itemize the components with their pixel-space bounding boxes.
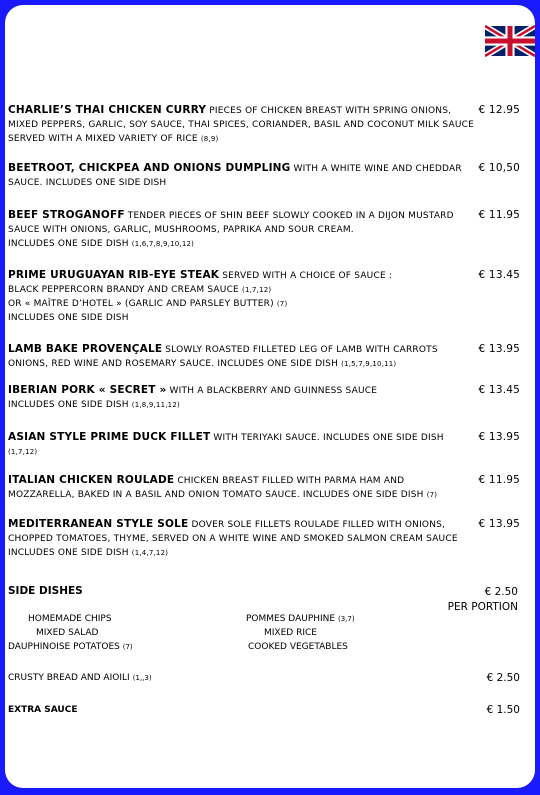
dish-description: CHICKEN BREAST FILLED WITH PARMA HAM AND — [177, 476, 405, 486]
dish-name: CHARLIE’S THAI CHICKEN CURRY — [8, 104, 207, 116]
extra-label: EXTRA SAUCE — [8, 705, 78, 715]
allergens: (1,6,7,8,9,10,12) — [131, 240, 195, 248]
side-item-label: MIXED RICE — [264, 628, 317, 638]
dish-price: € 13.95 — [478, 343, 520, 355]
dish-price: € 11.95 — [478, 474, 520, 486]
allergens: (7) — [122, 643, 133, 651]
side-dishes-price — [448, 585, 518, 615]
dish-price: € 13.95 — [478, 518, 520, 530]
allergens: (1,4,7,12) — [131, 549, 169, 557]
allergens: (8,9) — [200, 135, 219, 143]
dish-description: CHOPPED TOMATOES, THYME, SERVED ON A WHITE WINE AND SMOKED SALMON CREAM SAUCE — [8, 534, 458, 544]
dish-price: € 12.95 — [478, 104, 520, 116]
side-price-per: PER PORTION — [447, 601, 518, 613]
extra-price: € 1.50 — [486, 704, 520, 716]
dish-name: IBERIAN PORK « SECRET » — [8, 384, 167, 396]
allergens: (1,7,12) — [242, 286, 272, 294]
menu-item — [8, 383, 523, 412]
side-dishes-title: SIDE DISHES — [8, 585, 83, 597]
dish-name: PRIME URUGUAYAN RIB-EYE STEAK — [8, 269, 220, 281]
menu-item — [8, 473, 523, 502]
dish-price: € 13.95 — [478, 431, 520, 443]
side-item — [248, 642, 348, 652]
side-item — [28, 614, 112, 624]
dish-description: WITH A WHITE WINE AND CHEDDAR — [293, 164, 462, 174]
dish-description: INCLUDES ONE SIDE DISH — [8, 400, 129, 410]
allergens: (1,5,7,9,10,11) — [341, 360, 397, 368]
dish-name: ASIAN STYLE PRIME DUCK FILLET — [8, 431, 211, 443]
menu-item — [8, 517, 523, 560]
dish-description: WITH TERIYAKI SAUCE. INCLUDES ONE SIDE DISH — [213, 433, 444, 443]
allergens: (7) — [426, 491, 438, 499]
dish-description: PIECES OF CHICKEN BREAST WITH SPRING ONIONS, — [209, 106, 452, 116]
side-item-label: MIXED SALAD — [36, 628, 99, 638]
side-item — [36, 628, 98, 638]
dish-price: € 13.45 — [478, 384, 520, 396]
dish-description: SERVED WITH A MIXED VARIETY OF RICE — [8, 134, 198, 144]
extra-price: € 2.50 — [486, 672, 520, 684]
dish-description: SLOWLY ROASTED FILLETED LEG OF LAMB WITH CARROTS — [165, 345, 438, 355]
side-item — [264, 628, 317, 638]
uk-flag-icon[interactable] — [485, 23, 535, 59]
extra-label: CRUSTY BREAD AND AIOILI — [8, 673, 130, 683]
allergens: (7) — [276, 300, 288, 308]
dish-price: € 11.95 — [478, 209, 520, 221]
menu-item — [8, 342, 523, 371]
allergens: (1,7,12) — [8, 448, 38, 456]
dish-price: € 13.45 — [478, 269, 520, 281]
dish-description: SERVED WITH A CHOICE OF SAUCE : — [222, 271, 393, 281]
dish-description: MOZZARELLA, BAKED IN A BASIL AND ONION TOMATO SAUCE. INCLUDES ONE SIDE DISH — [8, 490, 424, 500]
dish-description: INCLUDES ONE SIDE DISH — [8, 239, 129, 249]
dish-name: LAMB BAKE PROVENÇALE — [8, 343, 163, 355]
side-item-label: HOMEMADE CHIPS — [28, 614, 112, 624]
dish-description: SAUCE. INCLUDES ONE SIDE DISH — [8, 178, 167, 188]
allergens: (3,7) — [337, 615, 355, 623]
dish-price: € 10,50 — [478, 162, 520, 174]
side-item — [246, 614, 355, 624]
dish-description: OR « MAÎTRE D’HOTEL » (GARLIC AND PARSLEY BUTTER) — [8, 299, 274, 309]
allergens: (1,,3) — [132, 674, 152, 682]
menu-item — [8, 430, 523, 459]
allergens: (1,8,9,11,12) — [131, 401, 180, 409]
extra-item — [8, 673, 152, 683]
menu-item — [8, 161, 523, 190]
dish-description: MIXED PEPPERS, GARLIC, SOY SAUCE, THAI SPICES, CORIANDER, BASIL AND COCONUT MILK SAUCE — [8, 120, 474, 130]
side-item — [8, 642, 133, 652]
menu-item — [8, 103, 523, 146]
menu-item — [8, 268, 523, 325]
dish-name: MEDITERRANEAN STYLE SOLE — [8, 518, 189, 530]
dish-description: SAUCE WITH ONIONS, GARLIC, MUSHROOMS, PAPRIKA AND SOUR CREAM. — [8, 225, 354, 235]
side-item-label: POMMES DAUPHINE — [246, 614, 336, 624]
dish-description: BLACK PEPPERCORN BRANDY AND CREAM SAUCE — [8, 285, 239, 295]
dish-description: ONIONS, RED WINE AND ROSEMARY SAUCE. INCLUDES ONE SIDE DISH — [8, 359, 339, 369]
dish-name: ITALIAN CHICKEN ROULADE — [8, 474, 175, 486]
extra-item — [8, 705, 78, 715]
menu-item — [8, 208, 523, 251]
dish-name: BEETROOT, CHICKPEA AND ONIONS DUMPLING — [8, 162, 291, 174]
side-item-label: DAUPHINOISE POTATOES — [8, 642, 120, 652]
dish-description: INCLUDES ONE SIDE DISH — [8, 313, 129, 323]
dish-description: DOVER SOLE FILLETS ROULADE FILLED WITH ONIONS, — [191, 520, 446, 530]
dish-description: INCLUDES ONE SIDE DISH — [8, 548, 129, 558]
side-price-value: € 2.50 — [484, 586, 518, 598]
dish-description: TENDER PIECES OF SHIN BEEF SLOWLY COOKED IN A DIJON MUSTARD — [127, 211, 454, 221]
menu-card — [5, 5, 535, 788]
dish-description: WITH A BLACKBERRY AND GUINNESS SAUCE — [169, 386, 378, 396]
side-item-label: COOKED VEGETABLES — [248, 642, 348, 652]
dish-name: BEEF STROGANOFF — [8, 209, 125, 221]
